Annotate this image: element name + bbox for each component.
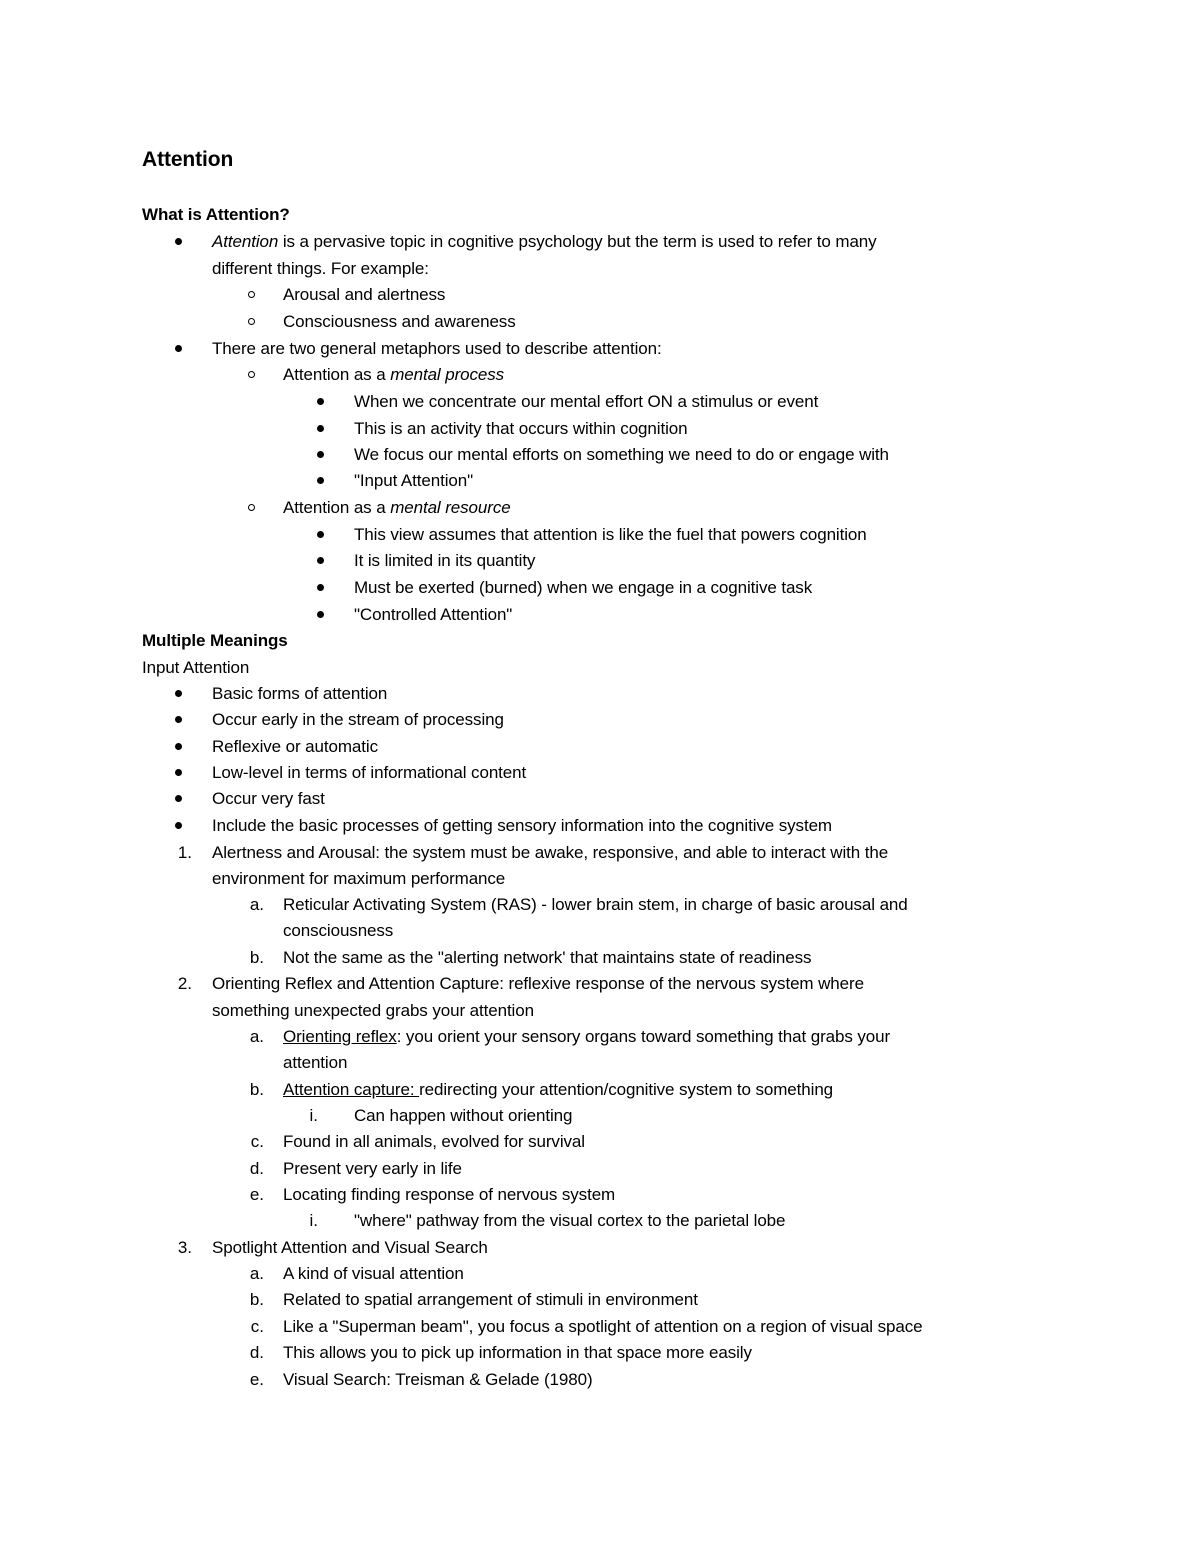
list-item: Visual Search: Treisman & Gelade (1980)	[283, 1370, 593, 1389]
list-item: Occur very fast	[212, 789, 325, 808]
list-item: Orienting Reflex and Attention Capture: reflexive response of the nervous system where	[212, 974, 864, 993]
sub-bullet-text: Consciousness and awareness	[283, 312, 516, 331]
list-number: 2.	[177, 974, 192, 993]
bullet-icon	[317, 523, 324, 545]
list-item: Basic forms of attention	[212, 684, 388, 703]
list-item: When we concentrate our mental effort ON a stimulus or event	[354, 392, 819, 411]
list-roman: i.	[309, 1106, 318, 1125]
bullet-icon	[175, 735, 182, 757]
list-letter: b.	[249, 1080, 264, 1099]
bullet-text-continuation: different things. For example:	[212, 259, 429, 278]
list-letter: e.	[249, 1185, 264, 1204]
section-heading-multiple-meanings: Multiple Meanings	[142, 631, 288, 650]
list-item: Reticular Activating System (RAS) - lower brain stem, in charge of basic arousal and	[283, 895, 908, 914]
list-item: Present very early in life	[283, 1159, 462, 1178]
metaphor-mental-process	[283, 364, 504, 386]
list-item: "Controlled Attention"	[354, 605, 513, 624]
bullet-icon	[175, 682, 182, 704]
metaphor-term: mental process	[390, 365, 505, 384]
list-item: Spotlight Attention and Visual Search	[212, 1238, 488, 1257]
list-item-continuation: attention	[283, 1053, 348, 1072]
list-letter: b.	[249, 1290, 264, 1309]
bullet-text: There are two general metaphors used to describe attention:	[212, 339, 662, 358]
bullet-icon	[317, 549, 324, 571]
list-item: Include the basic processes of getting sensory information into the cognitive system	[212, 816, 832, 835]
list-item: Related to spatial arrangement of stimuli in environment	[283, 1290, 698, 1309]
bullet-icon	[317, 417, 324, 439]
list-item: This view assumes that attention is like the fuel that powers cognition	[354, 525, 867, 544]
list-item: Like a "Superman beam", you focus a spotlight of attention on a region of visual space	[283, 1317, 923, 1336]
list-item-continuation: something unexpected grabs your attention	[212, 1001, 534, 1020]
bullet-icon	[175, 787, 182, 809]
list-letter: a.	[249, 1027, 264, 1046]
list-item: Found in all animals, evolved for survival	[283, 1132, 585, 1151]
list-item-continuation: consciousness	[283, 921, 394, 940]
circle-bullet-icon	[248, 363, 255, 385]
bullet-icon	[317, 390, 324, 412]
metaphor-prefix: Attention as a	[283, 498, 391, 517]
list-item: Must be exerted (burned) when we engage in a cognitive task	[354, 578, 813, 597]
bullet-icon	[317, 576, 324, 598]
bullet-icon	[175, 814, 182, 836]
underlined-term: Attention capture:	[283, 1080, 420, 1099]
list-item-rest: : you orient your sensory organs toward something that grabs your	[396, 1027, 891, 1046]
list-item: This allows you to pick up information in that space more easily	[283, 1343, 752, 1362]
list-letter: b.	[249, 948, 264, 967]
bullet-icon	[317, 469, 324, 491]
list-letter: c.	[250, 1317, 264, 1336]
metaphor-prefix: Attention as a	[283, 365, 391, 384]
list-number: 1.	[177, 843, 192, 862]
list-item: "Input Attention"	[354, 471, 474, 490]
bullet-icon	[175, 230, 182, 252]
bullet-text	[212, 231, 877, 253]
circle-bullet-icon	[248, 283, 255, 305]
list-item: "where" pathway from the visual cortex to the parietal lobe	[354, 1211, 786, 1230]
list-letter: d.	[249, 1343, 264, 1362]
list-item	[283, 1079, 833, 1101]
bullet-icon	[175, 337, 182, 359]
bullet-icon	[317, 443, 324, 465]
list-item: Alertness and Arousal: the system must be awake, responsive, and able to interact with the	[212, 843, 889, 862]
list-item: A kind of visual attention	[283, 1264, 464, 1283]
list-item-rest: redirecting your attention/cognitive system to something	[419, 1080, 834, 1099]
bullet-text-rest: is a pervasive topic in cognitive psychology but the term is used to refer to many	[278, 232, 877, 251]
bullet-icon	[175, 708, 182, 730]
list-item: Occur early in the stream of processing	[212, 710, 504, 729]
list-item	[283, 1026, 890, 1048]
bullet-icon	[317, 603, 324, 625]
sub-bullet-text: Arousal and alertness	[283, 285, 446, 304]
list-letter: a.	[249, 1264, 264, 1283]
list-item: Low-level in terms of informational content	[212, 763, 527, 782]
list-item: Locating finding response of nervous system	[283, 1185, 616, 1204]
list-item: We focus our mental efforts on something we need to do or engage with	[354, 445, 889, 464]
list-letter: a.	[249, 895, 264, 914]
list-letter: e.	[249, 1370, 264, 1389]
list-item: This is an activity that occurs within cognition	[354, 419, 688, 438]
circle-bullet-icon	[248, 310, 255, 332]
list-item: Can happen without orienting	[354, 1106, 573, 1125]
list-item-continuation: environment for maximum performance	[212, 869, 506, 888]
italic-term: Attention	[212, 232, 279, 251]
circle-bullet-icon	[248, 496, 255, 518]
list-roman: i.	[309, 1211, 318, 1230]
section-heading-what-is-attention: What is Attention?	[142, 205, 290, 224]
metaphor-term: mental resource	[390, 498, 511, 517]
list-item: It is limited in its quantity	[354, 551, 536, 570]
list-item: Not the same as the "alerting network' that maintains state of readiness	[283, 948, 812, 967]
page-title: Attention	[142, 148, 234, 171]
bullet-icon	[175, 761, 182, 783]
list-letter: d.	[249, 1159, 264, 1178]
subheading-input-attention: Input Attention	[142, 658, 250, 677]
list-item: Reflexive or automatic	[212, 737, 378, 756]
metaphor-mental-resource	[283, 497, 511, 519]
list-letter: c.	[250, 1132, 264, 1151]
list-number: 3.	[177, 1238, 192, 1257]
underlined-term: Orienting reflex	[283, 1027, 397, 1046]
